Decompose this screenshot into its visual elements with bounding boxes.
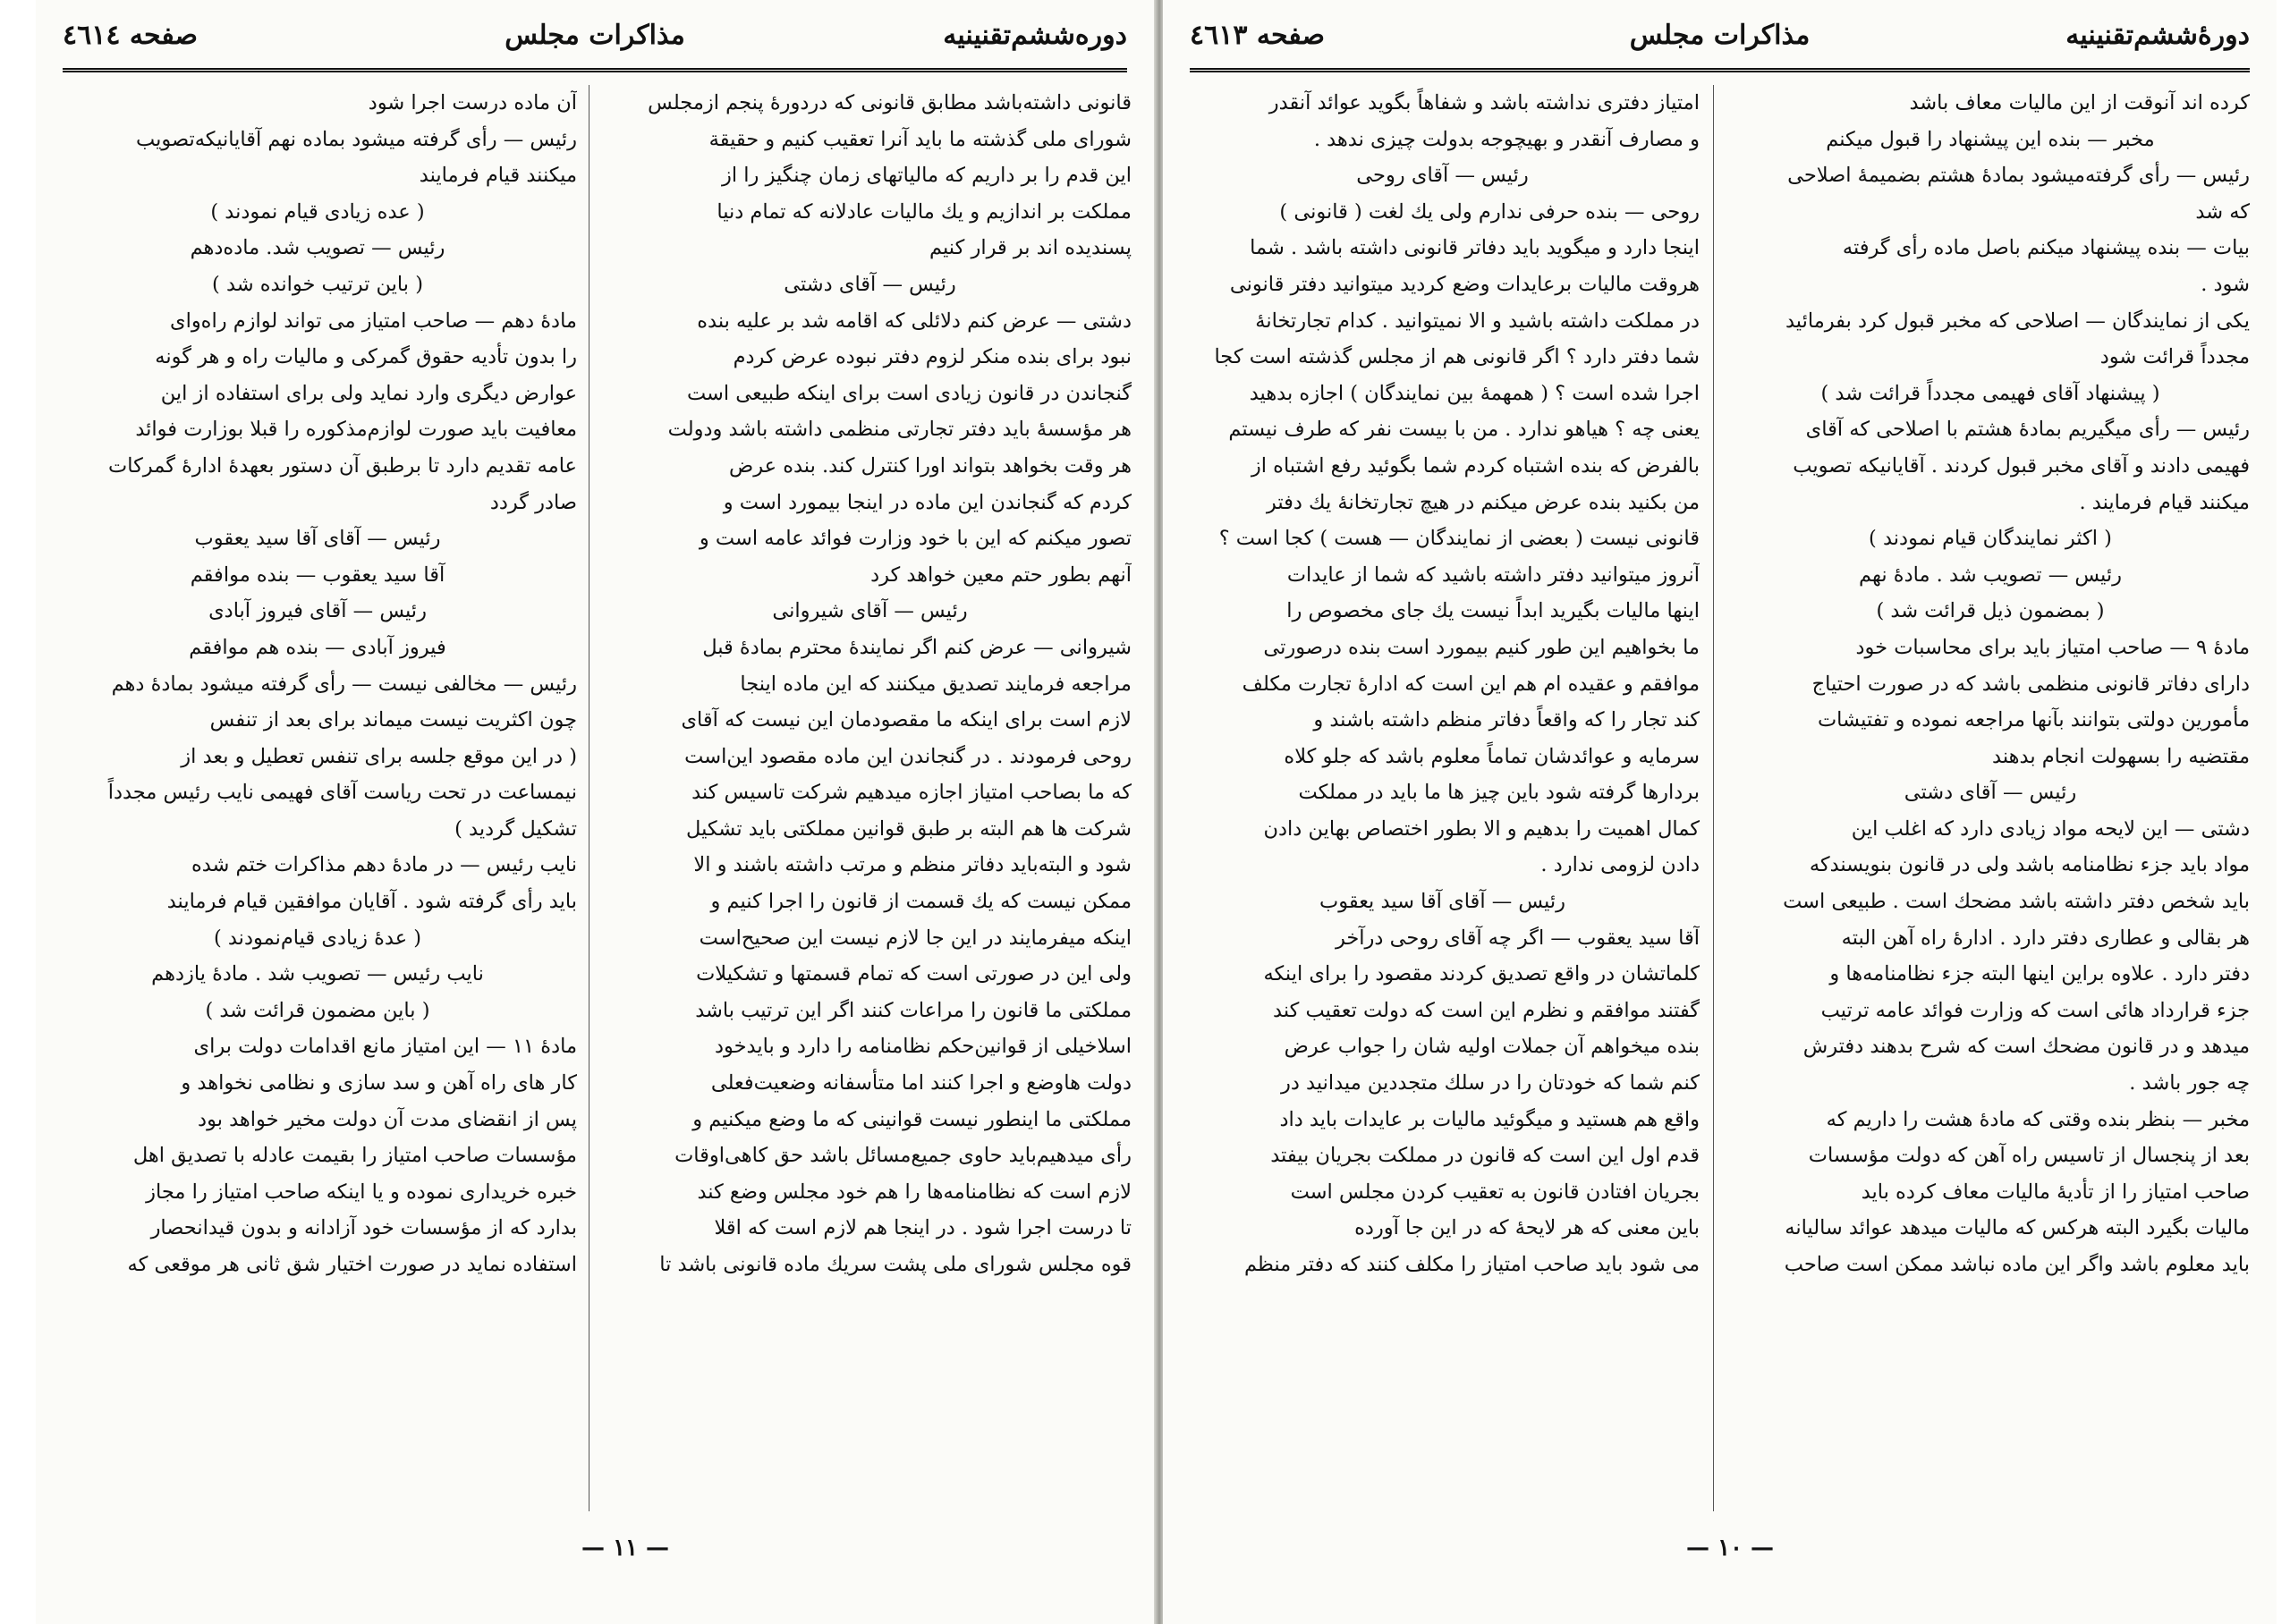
right-page-footer: — ١٠ — (1686, 1535, 1775, 1561)
text-line: ( بمضمون ذیل قرائت شد ) (1876, 599, 2105, 623)
left-page (36, 0, 1154, 1624)
right-page (1163, 0, 2277, 1624)
text-line: بالفرض که بنده اشتباه کردم شما بگوئید رفع اشتباه از (1251, 453, 1700, 478)
text-line: رئیس — مخالفی نیست — رأی گرفته میشود بمادهٔ دهم (111, 672, 577, 696)
text-line: ممکن نیست که یك قسمت از قانون را اجرا کنیم و (710, 890, 1132, 914)
text-line: شود و البته‌باید دفاتر منظم و مرتب داشته باشند و الا (693, 853, 1132, 877)
right-header-page-number: صفحه ٤٦١٣ (1190, 20, 1325, 51)
text-line: خبره خریداری نموده و یا اینکه صاحب امتیاز را مجاز (146, 1180, 577, 1204)
text-line: رئیس — آقای آقا سید یعقوب (194, 527, 441, 551)
right-header-title: مذاکرات مجلس (1629, 20, 1811, 51)
text-line: ( پیشنهاد آقای فهیمی مجدداً قرائت شد ) (1820, 381, 2160, 405)
text-line: نیمساعت در تحت ریاست آقای فهیمی نایب رئیس مجدداً (107, 781, 577, 805)
text-line: رئیس — آقای فیروز آبادی (208, 599, 427, 623)
text-line: مملکت بر اندازیم و یك مالیات عادلانه که تمام دنیا (717, 199, 1132, 224)
left-header-page-number: صفحه ٤٦١٤ (63, 20, 198, 51)
right-header-session: دورهٔ‌ششم‌تقنینیه (2065, 20, 2250, 51)
text-line: رئیس — رأی گرفته‌میشود بمادهٔ هشتم بضمیمهٔ اصلاحی (1787, 164, 2250, 188)
text-line: را بدون تأدیه حقوق گمرکی و مالیات راه و هر گونه (155, 345, 577, 369)
text-line: باید معلوم باشد واگر این ماده نباشد ممکن است صاحب (1784, 1253, 2250, 1276)
text-line: عوارض دیگری وارد نماید ولی برای استفاده از این (160, 381, 577, 405)
text-line: روحی فرمودند . در گنجاندن این ماده مقصود این‌است (684, 744, 1132, 768)
left-page-left-column (58, 85, 577, 1511)
text-line: شیروانی — عرض کنم اگر نمایندهٔ محترم بمادهٔ قبل (702, 635, 1132, 659)
text-line: رئیس — آقای دشتی (784, 272, 956, 296)
text-line: آنروز میتوانید دفتر داشته باشید که شما از عایدات (1286, 562, 1700, 587)
text-line: ( باین ترتیب خوانده شد ) (212, 272, 423, 296)
text-line: دفتر دارد . علاوه براین اینها البته جزء نظامنامه‌ها و (1829, 962, 2250, 986)
text-line: رئیس — آقای دشتی (1904, 781, 2077, 805)
text-line: ( عدهٔ زیادی قیام‌نمودند ) (213, 926, 422, 950)
text-line: که ما بصاحب امتیاز اجازه میدهیم شرکت تاسیس کند (691, 781, 1132, 805)
text-line: باید شخص دفتر داشته باشد مضحك است . طبیعی است (1783, 890, 2250, 914)
text-line: میدهد و در قانون مضحك است که شرح بدهند دفترش (1802, 1035, 2250, 1059)
right-page-right-column (1731, 85, 2250, 1511)
text-line: گفتند موافقم و نظرم این است که دولت تعقیب کند (1273, 998, 1700, 1022)
text-line: بعد از پنجسال از تاسیس راه آهن که دولت مؤسسات (1808, 1144, 2250, 1168)
text-line: موافقم و عقیده ام هم این است که ادارهٔ تجارت مکلف (1242, 672, 1700, 696)
text-line: که شد (2195, 199, 2250, 224)
text-line: کمال اهمیت را بدهیم و الا بطور اختصاص بهاین دادن (1263, 816, 1700, 841)
text-line: دشتی — عرض کنم دلائلی که اقامه شد بر علیه بنده (697, 309, 1132, 333)
text-line: کردم که گنجاندن این ماده در اینجا بیمورد است و (723, 490, 1132, 514)
text-line: مقتضیه را بسهولت انجام بدهند (1992, 744, 2250, 768)
text-line: استفاده نماید در صورت اختیار شق ثانی هر موقعی که (127, 1253, 577, 1276)
text-line: فهیمی دادند و آقای مخبر قبول کردند . آقایانیکه تصویب (1793, 453, 2250, 478)
text-line: یکی از نمایندگان — اصلاحی که مخبر قبول کرد بفرمائید (1785, 309, 2250, 333)
text-line: لازم است که نظامنامه‌ها را هم خود مجلس وضع کند (697, 1180, 1132, 1204)
text-line: کلماتشان در واقع تصدیق کردند مقصود را برای اینکه (1263, 962, 1700, 986)
text-line: دارای دفاتر قانونی منظمی باشد که در صورت احتیاج (1811, 672, 2250, 696)
text-line: مادهٔ ١١ — این امتیاز مانع اقدامات دولت برای (193, 1035, 577, 1059)
text-line: باید رأی گرفته شود . آقایان موافقین قیام فرمایند (166, 890, 577, 914)
text-line: میکنند قیام فرمایند (419, 164, 577, 188)
text-line: مؤسسات صاحب امتیاز را بقیمت عادله با تصدیق اهل (132, 1144, 577, 1168)
text-line: اینکه میفرمایند در این جا لازم نیست این صحیح‌است (699, 926, 1132, 950)
text-line: دولت هاوضع و اجرا کنند اما متأسفانه وضعیت‌فعلی (710, 1071, 1132, 1095)
text-line: رئیس — تصویب شد. ماده‌دهم (190, 236, 445, 260)
text-line: میکنند قیام فرمایند . (2079, 490, 2250, 514)
left-page-right-column (608, 85, 1132, 1511)
text-line: می شود باید صاحب امتیاز را مکلف کنند که دفتر منظم (1243, 1253, 1700, 1276)
text-line: هر مؤسسهٔ باید دفتر تجارتی منظمی داشته باشد ودولت (667, 418, 1132, 442)
text-line: ولی این در صورتی است که تمام قسمتها و تشکیلات (696, 962, 1132, 986)
left-header-title: مذاکرات مجلس (505, 20, 685, 51)
text-line: نایب رئیس — تصویب شد . مادهٔ یازدهم (151, 962, 484, 986)
text-line: قوه مجلس شورای ملی پشت سریك ماده قانونی باشد تا (659, 1253, 1132, 1276)
text-line: رئیس — آقای آقا سید یعقوب (1319, 890, 1565, 914)
text-line: کند تجار را که واقعاً دفاتر منظم داشته باشند و (1313, 708, 1700, 732)
text-line: آقا سید یعقوب — بنده موافقم (190, 562, 445, 587)
left-page-header (63, 16, 1127, 72)
text-line: رئیس — رأی میگیریم بمادهٔ هشتم با اصلاحی که آقای (1805, 418, 2250, 442)
text-line: شود . (2201, 272, 2250, 296)
text-line: دشتی — این لایحه مواد زیادی دارد که اغلب این (1851, 816, 2250, 841)
text-line: مخبر — بنظر بنده وقتی که مادهٔ هشت را داریم که (1826, 1107, 2250, 1131)
text-line: تشکیل گردید ) (454, 816, 577, 841)
text-line: آقا سید یعقوب — اگر چه آقای روحی درآخر (1335, 926, 1700, 950)
right-page-header (1190, 16, 2250, 72)
right-page-column-divider (1713, 85, 1714, 1511)
text-line: چون اکثریت نیست میماند برای بعد از تنفس (209, 708, 577, 732)
text-line: بردارها گرفته شود باین چیز ها ما باید در مملکت (1298, 781, 1700, 805)
text-line: پسندیده اند بر قرار کنیم (929, 236, 1132, 260)
text-line: مملکتی ما اینطور نیست قوانینی که ما وضع میکنیم و (692, 1107, 1132, 1131)
text-line: ( اکثر نمایندگان قیام نمودند ) (1869, 527, 2112, 551)
text-line: قدم اول این است که قانون در مملکت بجریان بیفتد (1270, 1144, 1700, 1168)
text-line: ( باین مضمون قرائت شد ) (205, 998, 430, 1022)
text-line: اسلاخیلی از قوانین‌حکم نظامنامه را دارد و بایدخود (715, 1035, 1132, 1059)
text-line: گنجاندن در قانون زیادی است برای اینکه طبیعی است (686, 381, 1132, 405)
text-line: مادهٔ ٩ — صاحب امتیاز باید برای محاسبات خود (1855, 635, 2250, 659)
text-line: بجریان افتادن قانون به تعقیب کردن مجلس است (1290, 1180, 1700, 1204)
text-line: تصور میکنم که این با خود وزارت فوائد عامه است و (699, 527, 1132, 551)
text-line: یعنی چه ؟ هیاهو ندارد . من با بیست نفر که طرف نیستم (1228, 418, 1700, 442)
text-line: قانونی نیست ( بعضی از نمایندگان — هست ) کجا است ؟ (1218, 527, 1700, 551)
text-line: سرمایه و عوائدشان تماماً معلوم باشد که جلو کلاه (1284, 744, 1700, 768)
text-line: رئیس — رأی گرفته میشود بماده نهم آقایانیکه‌تصویب (135, 127, 577, 151)
text-line: شورای ملی گذشته ما باید آنرا تعقیب کنیم و حقیقة (708, 127, 1132, 151)
text-line: رئیس — آقای شیروانی (772, 599, 968, 623)
text-line: باین معنی که هر لایحهٔ که در این جا آورده (1354, 1216, 1700, 1240)
text-line: نایب رئیس — در مادهٔ دهم مذاکرات ختم شده (191, 853, 577, 877)
text-line: جزء قرارداد هائی است که وزارت فوائد عامه ترتیب (1820, 998, 2250, 1022)
text-line: مواد باید جزء نظامنامه باشد ولی در قانون بنویسندکه (1809, 853, 2250, 877)
text-line: بیات — بنده پیشنهاد میکنم باصل ماده رأی گرفته (1842, 236, 2250, 260)
text-line: عامه تقدیم دارد تا برطبق آن دستور بعهدهٔ ادارهٔ گمرکات (108, 453, 577, 478)
text-line: هروقت مالیات برعایدات وضع کردید میتوانید دفتر قانونی (1229, 272, 1700, 296)
text-line: آن ماده درست اجرا شود (368, 91, 577, 114)
text-line: آنهم بطور حتم معین خواهد کرد (870, 562, 1132, 587)
text-line: مجدداً قرائت شود (2099, 345, 2250, 369)
left-header-session: دوره‌ششم‌تقنینیه (943, 20, 1127, 51)
text-line: واقع هم هستید و میگوئید مالیات بر عایدات باید داد (1279, 1107, 1700, 1131)
text-line: نبود برای بنده منکر لزوم دفتر نبوده عرض کردم (733, 345, 1132, 369)
text-line: دادن لزومی ندارد . (1540, 853, 1700, 877)
left-page-footer: — ١١ — (581, 1535, 670, 1561)
text-line: بدارد که از مؤسسات خود آزادانه و بدون قیدانحصار (150, 1216, 577, 1240)
text-line: پس از انقضای مدت آن دولت مخیر خواهد بود (198, 1107, 577, 1131)
text-line: اینجا دارد و میگوید باید دفاتر قانونی داشته باشد . شما (1250, 236, 1700, 260)
text-line: در مملکت داشته باشید و الا نمیتوانید . کدام تجارتخانهٔ (1255, 309, 1700, 333)
text-line: رأی میدهیم‌باید حاوی جمیع‌مسائل باشد حق کاهی‌اوقات (674, 1144, 1132, 1168)
text-line: مخبر — بنده این پیشنهاد را قبول میکنم (1826, 127, 2155, 151)
text-line: شرکت ها هم البته بر طبق قوانین مملکتی باید تشکیل (686, 816, 1132, 841)
right-page-left-column (1185, 85, 1700, 1511)
text-line: ( عده زیادی قیام نمودند ) (210, 199, 425, 224)
text-line: ( در این موقع جلسه برای تنفس تعطیل و بعد از (181, 744, 577, 768)
text-line: صادر گردد (489, 490, 577, 514)
text-line: بنده میخواهم آن جملات اولیه شان را جواب عرض (1284, 1035, 1700, 1059)
text-line: قانونی داشته‌باشد مطابق قانونی که دردورهٔ پنجم ازمجلس (648, 91, 1132, 114)
text-line: این قدم را بر داریم که مالیاتهای زمان چنگیز را از (722, 164, 1132, 188)
text-line: رئیس — تصویب شد . مادهٔ نهم (1859, 562, 2122, 587)
text-line: چه جور باشد . (2129, 1071, 2250, 1095)
text-line: هر بقالی و عطاری دفتر دارد . ادارهٔ راه آهن البته (1841, 926, 2250, 950)
text-line: مأمورین دولتی بتوانند بآنها مراجعه نموده و تفتیشات (1817, 708, 2250, 732)
text-line: صاحب امتیاز را از تأدیهٔ مالیات معاف کرده باید (1861, 1180, 2250, 1204)
text-line: مادهٔ دهم — صاحب امتیاز می تواند لوازم راه‌وای (169, 309, 577, 333)
text-line: کنم شما که خودتان را در سلك متجددین میدانید در (1280, 1071, 1700, 1095)
text-line: مملکتی ما قانون را مراعات کنند اگر این ترتیب باشد (695, 998, 1132, 1022)
text-line: تا درست اجرا شود . در اینجا هم لازم است که اقلا (714, 1216, 1132, 1240)
text-line: مراجعه فرمایند تصدیق میکنند که این ماده اینجا (740, 672, 1132, 696)
text-line: فیروز آبادی — بنده هم موافقم (189, 635, 446, 659)
text-line: من بکنید بنده عرض میکنم در هیچ تجارتخانهٔ یك دفتر (1266, 490, 1700, 514)
text-line: لازم است برای اینکه ما مقصودمان این نیست که آقای (681, 708, 1132, 732)
text-line: شما دفتر دارد ؟ اگر قانونی هم از مجلس گذشته است کجا (1214, 345, 1700, 369)
text-line: رئیس — آقای روحی (1356, 164, 1529, 188)
text-line: روحی — بنده حرفی ندارم ولی یك لغت ( قانونی ) (1279, 199, 1700, 224)
text-line: کرده اند آنوقت از این مالیات معاف باشد (1909, 91, 2250, 114)
text-line: اجرا شده است ؟ ( همهمهٔ بین نمایندگان ) اجازه بدهید (1249, 381, 1700, 405)
text-line: معافیت باید صورت لوازم‌مذکوره را قبلا بوزارت فوائد (135, 418, 577, 442)
text-line: امتیاز دفتری نداشته باشد و شفاهاً بگوید عوائد آنقدر (1268, 91, 1700, 114)
text-line: ما بخواهیم این طور کنیم بیمورد است بنده درصورتی (1263, 635, 1700, 659)
text-line: اینها مالیات بگیرید ابداً نیست یك جای مخصوص را (1286, 599, 1700, 623)
text-line: کار های راه آهن و سد سازی و نظامی نخواهد و (181, 1071, 577, 1095)
text-line: مالیات بگیرد البته هرکس که مالیات میدهد عوائد سالیانه (1785, 1216, 2250, 1240)
text-line: و مصارف آنقدر و بهیچوجه بدولت چیزی ندهد . (1313, 127, 1700, 151)
text-line: هر وقت بخواهد بتواند اورا کنترل کند. بنده عرض (729, 453, 1132, 478)
